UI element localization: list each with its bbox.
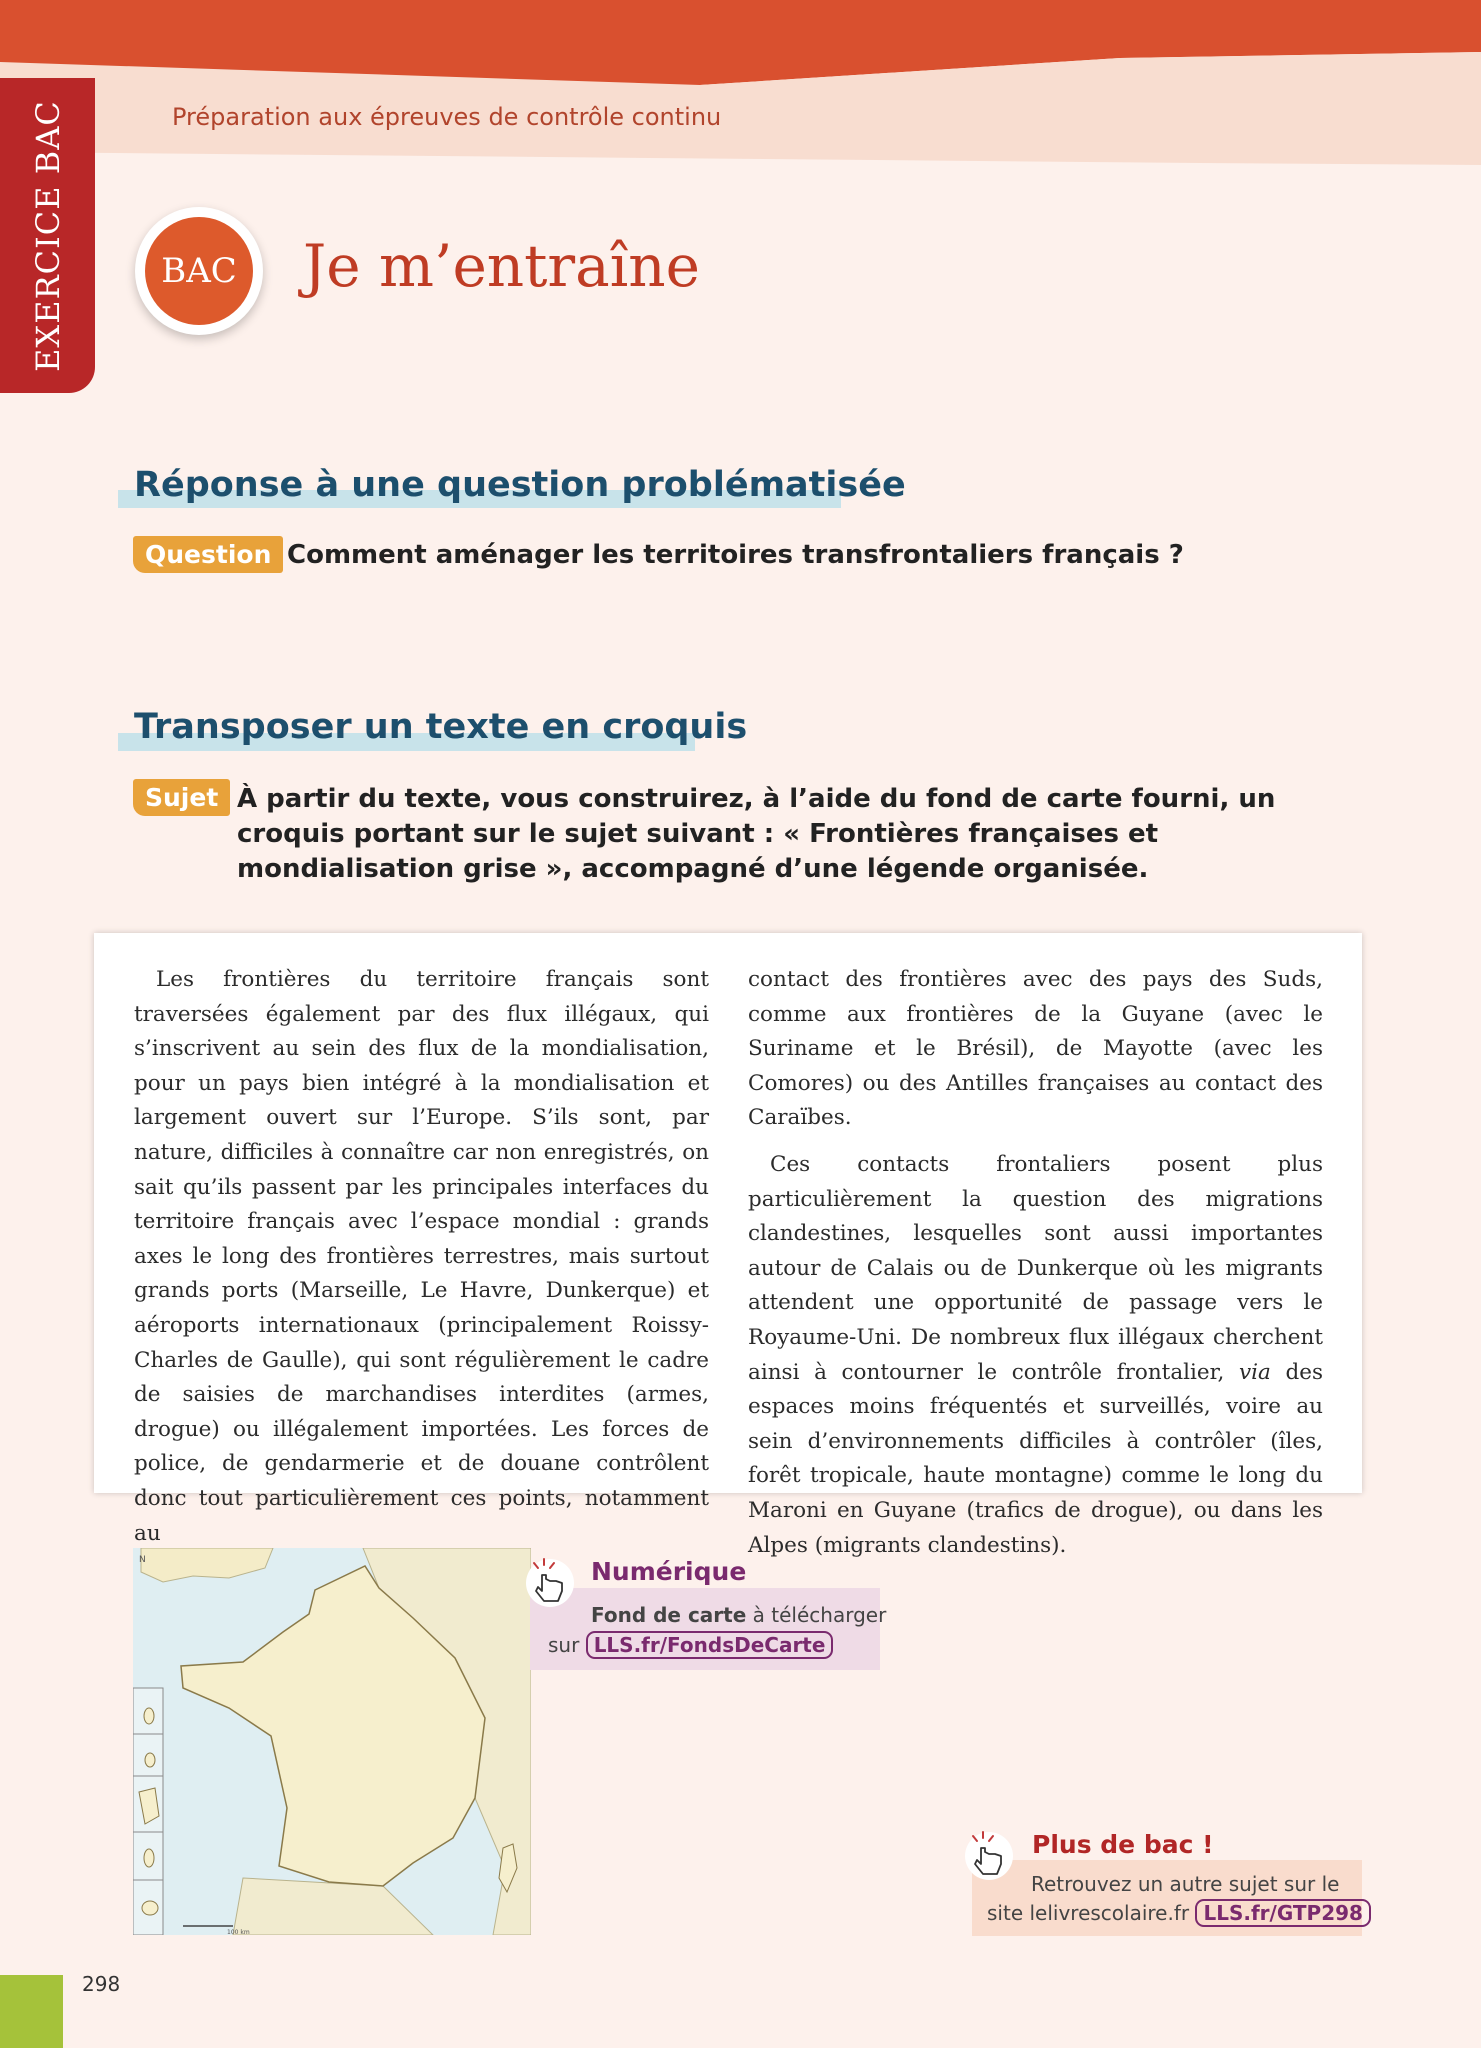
numerique-title: Numérique <box>591 1557 747 1586</box>
plus-bac-title: Plus de bac ! <box>1032 1830 1214 1859</box>
page-number: 298 <box>82 1972 121 1996</box>
side-tab-label: EXERCICE BAC <box>28 99 67 372</box>
gtp298-link[interactable]: LLS.fr/GTP298 <box>1195 1899 1370 1927</box>
north-label: N <box>139 1555 146 1565</box>
page-title: Je m’entraîne <box>303 232 700 300</box>
numerique-line2: sur LLS.fr/FondsDeCarte <box>548 1631 833 1659</box>
sujet-text: À partir du texte, vous construirez, à l’aide du fond de carte fourni, un croquis portant sur le sujet suivant : « Frontières françaises et mondialisation grise », accompagné d’une légende organisée. <box>237 784 1276 884</box>
hand-pointer-icon <box>522 1553 578 1609</box>
article-column-2 <box>748 963 1323 1563</box>
article-paragraph: contact des frontières avec des pays des Suds, comme aux frontières de la Guyane (avec le Suriname et le Brésil), de Mayotte (avec les Comores) ou des Antilles françaises au contact des Caraïbes. <box>748 967 1323 1131</box>
article-column-1 <box>134 963 709 1551</box>
article-paragraph: Les frontières du territoire français sont traversées également par des flux illégaux, qui s’inscrivent au sein des flux de la mondialisation, pour un pays bien intégré à la mondialisation et largement ouvert sur l’Europe. S’ils sont, par nature, difficiles à connaître car non enregistrés, on sait qu’ils passent par les principales interfaces du territoire français avec l’espace mondial : grands axes le long des frontières terrestres, mais surtout grands ports (Marseille, Le Havre, Dunkerque) et aéroports internationaux (principalement Roissy-Charles de Gaulle), qui sont régulièrement le cadre de saisies de marchandises interdites (armes, drogue) ou illégalement importées. Les forces de police, de gendarmerie et de douane contrôlent donc tout particulièrement ces points, notamment au <box>134 967 709 1546</box>
question-tag: Question <box>133 536 283 573</box>
france-base-map <box>133 1548 531 1935</box>
plus-bac-line1: Retrouvez un autre sujet sur le <box>1031 1872 1340 1896</box>
article-paragraph: Ces contacts frontaliers posent plus particulièrement la question des migrations clandestines, lesquelles sont aussi importantes autour de Calais ou de Dunkerque où les migrants attendent une opportunité de passage vers le Royaume-Uni. De nombreux flux illégaux cherchent ainsi à contourner le contrôle frontalier, via des espaces moins fréquentés et surveillés, voire au sein d’environnements difficiles à contrôler (îles, forêt tropicale, haute montagne) comme le long du Maroni en Guyane (trafics de drogue), ou dans les Alpes (migrants clandestins). <box>748 1151 1323 1558</box>
numerique-line1: Fond de carte à télécharger <box>591 1603 887 1627</box>
page-subtitle: Préparation aux épreuves de contrôle continu <box>172 103 722 131</box>
article-box <box>94 933 1362 1558</box>
side-tab <box>0 78 95 393</box>
question-text: Comment aménager les territoires transfrontaliers français ? <box>287 540 1184 570</box>
plus-bac-line2: site lelivrescolaire.fr LLS.fr/GTP298 <box>987 1899 1371 1927</box>
bac-badge <box>135 207 263 335</box>
section2-heading: Transposer un texte en croquis <box>134 707 748 747</box>
header-band <box>0 0 1481 165</box>
section1-heading: Réponse à une question problématisée <box>134 465 906 505</box>
bac-badge-label: BAC <box>161 251 237 291</box>
scale-label: 100 km <box>227 1929 250 1935</box>
fonds-de-carte-link[interactable]: LLS.fr/FondsDeCarte <box>586 1631 834 1659</box>
sujet-tag: Sujet <box>133 779 230 816</box>
hand-pointer-icon <box>961 1826 1017 1882</box>
page-corner-marker <box>0 1975 63 2048</box>
